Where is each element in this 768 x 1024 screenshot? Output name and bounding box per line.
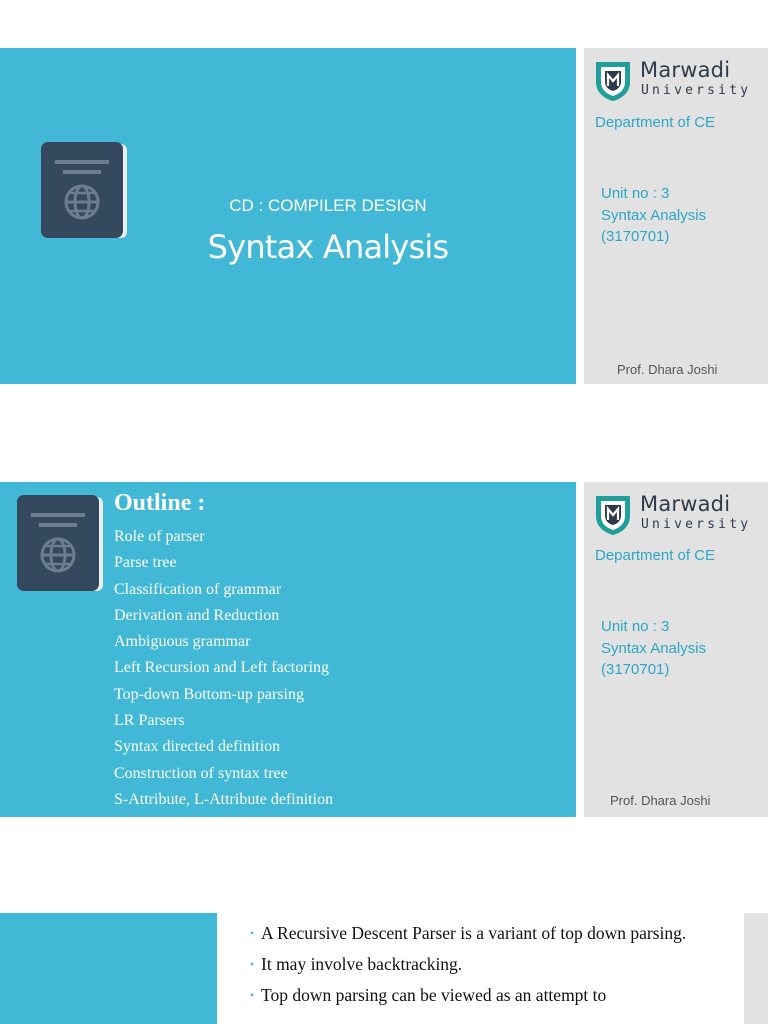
university-logo xyxy=(594,60,764,104)
unit-title: Syntax Analysis xyxy=(601,639,707,657)
unit-number: Unit no : 3 xyxy=(601,618,670,635)
passport-icon xyxy=(17,495,105,593)
unit-number: Unit no : 3 xyxy=(601,185,670,202)
bullet-dot-icon: • xyxy=(250,926,255,940)
outline-item: Derivation and Reduction xyxy=(114,606,280,624)
sidebar-panel xyxy=(744,913,768,1024)
unit-title: Syntax Analysis xyxy=(601,206,707,224)
slide-title: Syntax Analysis xyxy=(207,228,449,266)
unit-code: (3170701) xyxy=(601,228,670,245)
bullet-dot-icon: • xyxy=(250,957,255,971)
title-panel xyxy=(0,48,576,384)
outline-item: LR Parsers xyxy=(114,712,185,730)
department-label: Department of CE xyxy=(595,114,716,131)
slide-3 xyxy=(0,913,768,1024)
bullet-item xyxy=(250,954,700,975)
university-logo xyxy=(594,494,764,538)
professor-name: Prof. Dhara Joshi xyxy=(610,793,711,808)
bullet-list xyxy=(250,923,700,1016)
unit-info xyxy=(601,616,706,681)
professor-name: Prof. Dhara Joshi xyxy=(617,362,718,377)
bullet-text: Top down parsing can be viewed as an attempt to xyxy=(261,985,607,1005)
marwadi-shield-logo xyxy=(594,60,632,102)
outline-list xyxy=(114,527,333,816)
outline-item: Left Recursion and Left factoring xyxy=(114,659,330,677)
subject-label: CD : COMPILER DESIGN xyxy=(229,196,427,215)
logo-name: Marwadi xyxy=(640,492,731,516)
outline-item: Role of parser xyxy=(114,528,205,545)
outline-item: Parse tree xyxy=(114,554,177,572)
slide-1 xyxy=(0,48,768,384)
logo-subtitle: University xyxy=(641,517,752,532)
outline-item: S-Attribute, L-Attribute definition xyxy=(114,790,334,808)
logo-subtitle: University xyxy=(641,83,752,98)
bullet-item xyxy=(250,985,700,1006)
bullet-item xyxy=(250,923,700,944)
outline-item: Top-down Bottom-up parsing xyxy=(114,685,304,703)
bullet-text: It may involve backtracking. xyxy=(261,954,463,974)
logo-name: Marwadi xyxy=(640,58,731,82)
unit-info xyxy=(601,183,706,248)
passport-icon xyxy=(41,142,129,240)
department-label: Department of CE xyxy=(595,547,716,564)
outline-item: Construction of syntax tree xyxy=(114,764,288,782)
outline-heading: Outline : xyxy=(114,490,206,516)
sidebar-panel xyxy=(584,48,768,384)
outline-item: Syntax directed definition xyxy=(114,738,281,756)
sidebar-panel xyxy=(584,482,768,817)
outline-item: Classification of grammar xyxy=(114,580,282,598)
slide-2 xyxy=(0,482,768,817)
outline-item: Ambiguous grammar xyxy=(114,633,251,651)
marwadi-shield-logo xyxy=(594,494,632,536)
unit-code: (3170701) xyxy=(601,661,670,678)
left-accent-panel xyxy=(0,913,217,1024)
bullet-dot-icon: • xyxy=(250,988,255,1002)
bullet-text: A Recursive Descent Parser is a variant of top down parsing. xyxy=(261,923,687,943)
outline-panel xyxy=(0,482,576,817)
